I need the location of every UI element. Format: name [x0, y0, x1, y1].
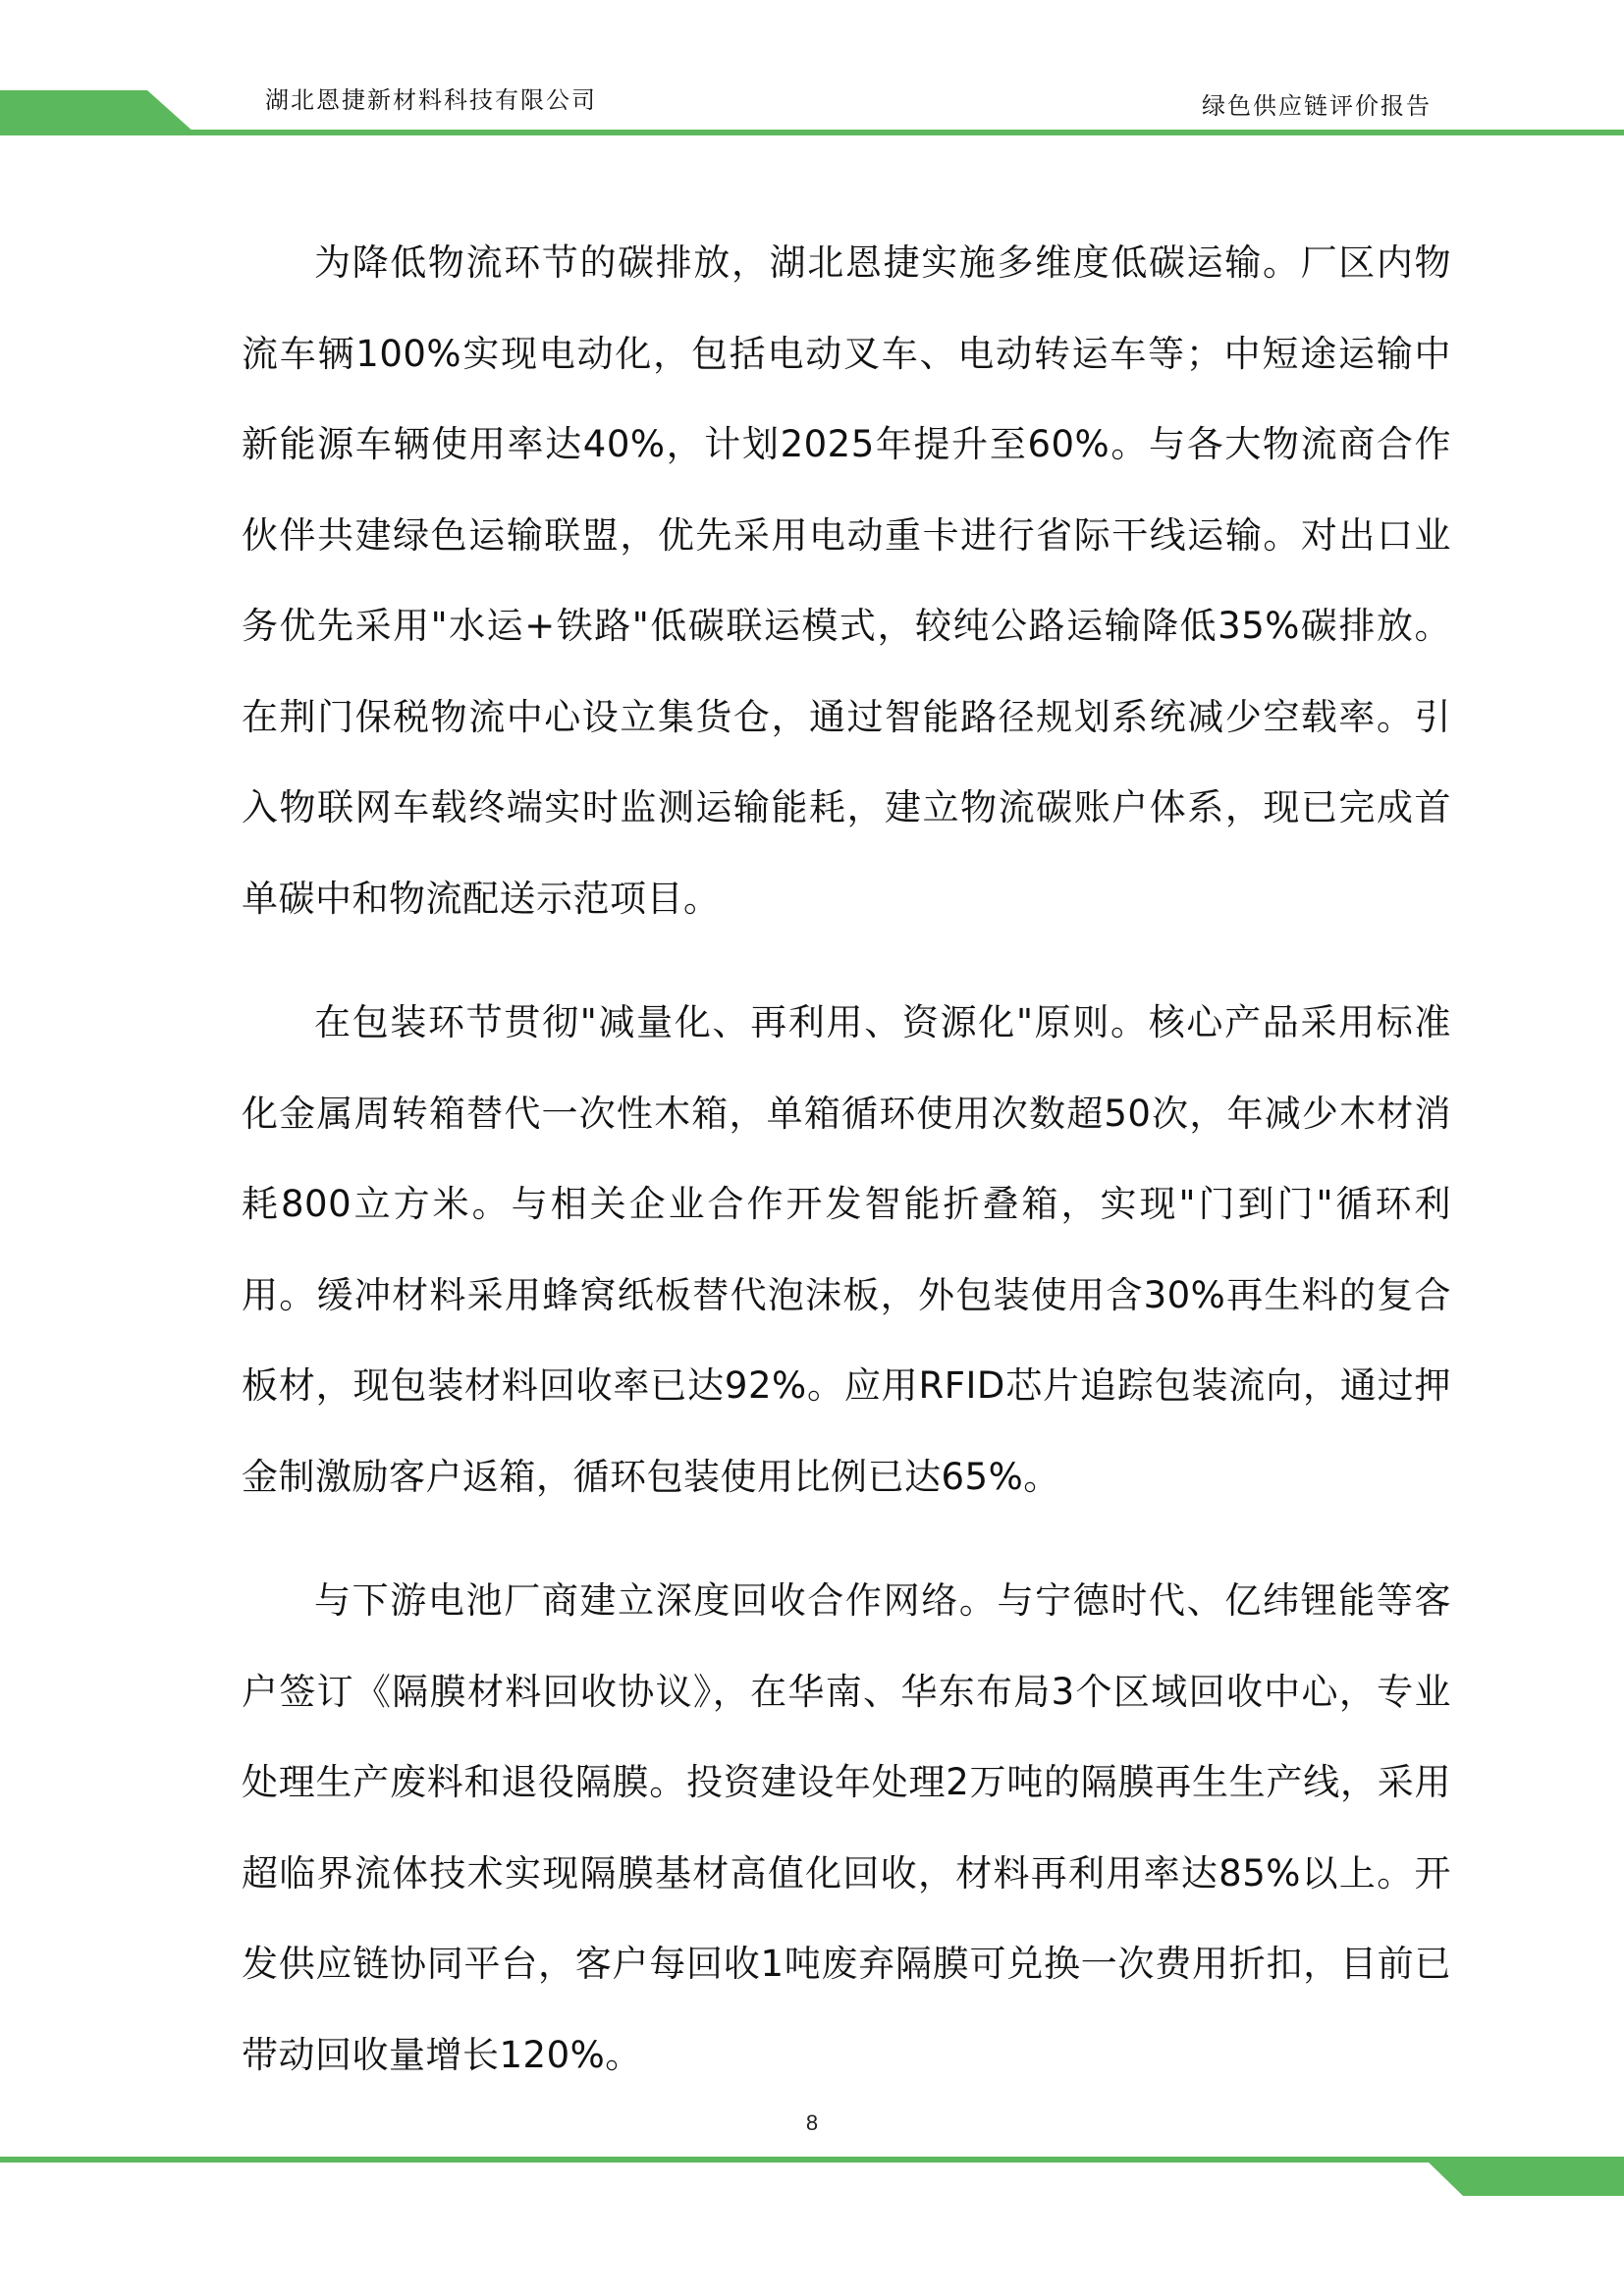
footer-right-tab	[1426, 2160, 1624, 2196]
paragraph-logistics: 为降低物流环节的碳排放，湖北恩捷实施多维度低碳运输。厂区内物流车辆100%实现电动化，包括电动叉车、电动转运车等；中短途运输中新能源车辆使用率达40%，计划2025年提升至60%。与各大物流商合作伙伴共建绿色运输联盟，优先采用电动重卡进行省际干线运输。对出口业务优先采用"水运+铁路"低碳联运模式，较纯公路运输降低35%碳排放。在荆门保税物流中心设立集货仓，通过智能路径规划系统减少空载率。引入物联网车载终端实时监测运输能耗，建立物流碳账户体系，现已完成首单碳中和物流配送示范项目。	[242, 241, 1451, 920]
page-number: 8	[805, 2110, 819, 2135]
page-footer	[0, 2145, 1624, 2204]
page-header	[0, 0, 1624, 147]
header-green-band	[0, 0, 1624, 147]
footer-green-band	[0, 2145, 1624, 2204]
document-body	[242, 218, 1451, 2134]
header-company-name: 湖北恩捷新材料科技有限公司	[265, 86, 597, 114]
paragraph-packaging: 在包装环节贯彻"减量化、再利用、资源化"原则。核心产品采用标准化金属周转箱替代一次性木箱，单箱循环使用次数超50次，年减少木材消耗800立方米。与相关企业合作开发智能折叠箱，实现"门到门"循环利用。缓冲材料采用蜂窝纸板替代泡沫板，外包装使用含30%再生料的复合板材，现包装材料回收率已达92%。应用RFID芯片追踪包装流向，通过押金制激励客户返箱，循环包装使用比例已达65%。	[242, 1001, 1451, 1498]
header-left-tab	[0, 90, 194, 133]
footer-rule	[0, 2157, 1624, 2163]
paragraph-recycling: 与下游电池厂商建立深度回收合作网络。与宁德时代、亿纬锂能等客户签订《隔膜材料回收协议》，在华南、华东布局3个区域回收中心，专业处理生产废料和退役隔膜。投资建设年处理2万吨的隔膜再生生产线，采用超临界流体技术实现隔膜基材高值化回收，材料再利用率达85%以上。开发供应链协同平台，客户每回收1吨废弃隔膜可兑换一次费用折扣，目前已带动回收量增长120%。	[242, 1579, 1451, 2076]
header-rule	[0, 130, 1624, 135]
header-report-title: 绿色供应链评价报告	[1202, 92, 1432, 120]
